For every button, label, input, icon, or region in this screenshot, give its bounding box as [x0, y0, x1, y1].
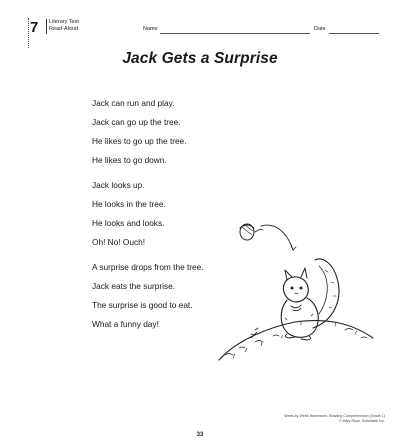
unit-label-line1: Literary Text: [49, 19, 79, 25]
unit-label-line2: Read-Aloud: [49, 26, 79, 32]
story-line: Jack looks up.: [92, 180, 145, 190]
unit-number: 7: [30, 19, 39, 36]
story-line: Jack eats the surprise.: [92, 281, 176, 291]
credit-line-2: © Mary Rose, Scholastic Inc.: [338, 419, 385, 423]
unit-labels: [49, 19, 79, 33]
worksheet-header: [0, 14, 400, 36]
credit-line-1: Week-by-Week Homework: Reading Comprehension (Grade 1): [284, 414, 385, 418]
stanza-2: [92, 176, 166, 252]
story-line: Jack can go up the tree.: [92, 117, 181, 127]
story-line: Jack can run and play.: [92, 98, 175, 108]
name-label: Name: [143, 26, 158, 32]
date-label: Date: [314, 26, 326, 32]
story-line: Oh! No! Ouch!: [92, 237, 146, 247]
name-field[interactable]: [160, 33, 310, 34]
unit-divider: [46, 19, 47, 34]
story-line: He likes to go down.: [92, 155, 167, 165]
story-line: The surprise is good to eat.: [92, 300, 193, 310]
squirrel-illustration: [215, 210, 375, 365]
dotted-margin-line: [28, 18, 29, 48]
story-line: He looks in the tree.: [92, 199, 166, 209]
page-number: 33: [196, 432, 204, 438]
story-title: Jack Gets a Surprise: [122, 50, 278, 67]
story-line: A surprise drops from the tree.: [92, 262, 204, 272]
story-line: What a funny day!: [92, 319, 159, 329]
footer-credit: [275, 414, 385, 424]
story-line: He looks and looks.: [92, 218, 165, 228]
stanza-3: [92, 258, 204, 334]
stanza-1: [92, 94, 187, 170]
date-field[interactable]: [329, 33, 379, 34]
story-line: He likes to go up the tree.: [92, 136, 187, 146]
